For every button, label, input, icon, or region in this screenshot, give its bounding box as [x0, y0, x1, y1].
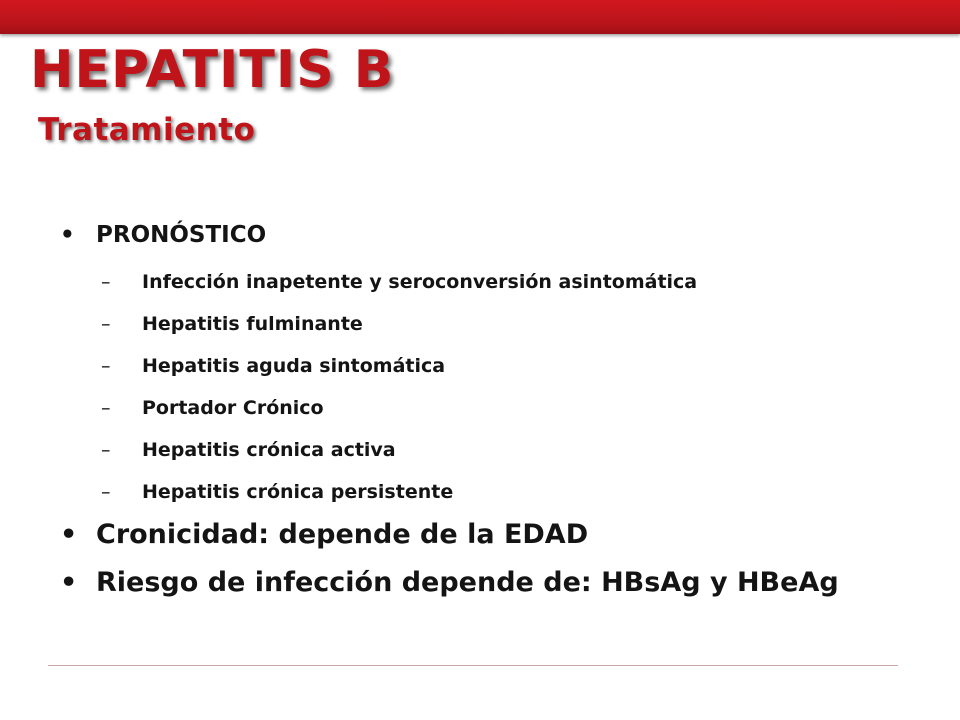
footer-divider [48, 665, 898, 666]
dash-icon: – [101, 481, 111, 503]
bullet-icon: • [60, 222, 75, 248]
subitem-text: Hepatitis crónica activa [142, 439, 396, 461]
bullet-text: Riesgo de infección depende de: HBsAg y HBeAg [96, 567, 839, 598]
dash-icon: – [101, 313, 111, 335]
slide-subtitle: Tratamiento [38, 112, 256, 148]
subitem-text: Hepatitis fulminante [142, 313, 363, 335]
bullet-text: Cronicidad: depende de la EDAD [96, 519, 589, 550]
subitem-text: Portador Crónico [142, 397, 324, 419]
bullet-text: PRONÓSTICO [96, 222, 267, 248]
slide-title: HEPATITIS B [30, 40, 395, 100]
dash-icon: – [101, 271, 111, 293]
subitem-text: Hepatitis aguda sintomática [142, 355, 446, 377]
dash-icon: – [101, 397, 111, 419]
bullet-icon: • [60, 519, 78, 550]
subitem-text: Hepatitis crónica persistente [142, 481, 454, 503]
subitem-text: Infección inapetente y seroconversión asintomática [142, 271, 698, 293]
bullet-icon: • [60, 567, 78, 598]
dash-icon: – [101, 439, 111, 461]
dash-icon: – [101, 355, 111, 377]
top-accent-bar [0, 0, 960, 34]
